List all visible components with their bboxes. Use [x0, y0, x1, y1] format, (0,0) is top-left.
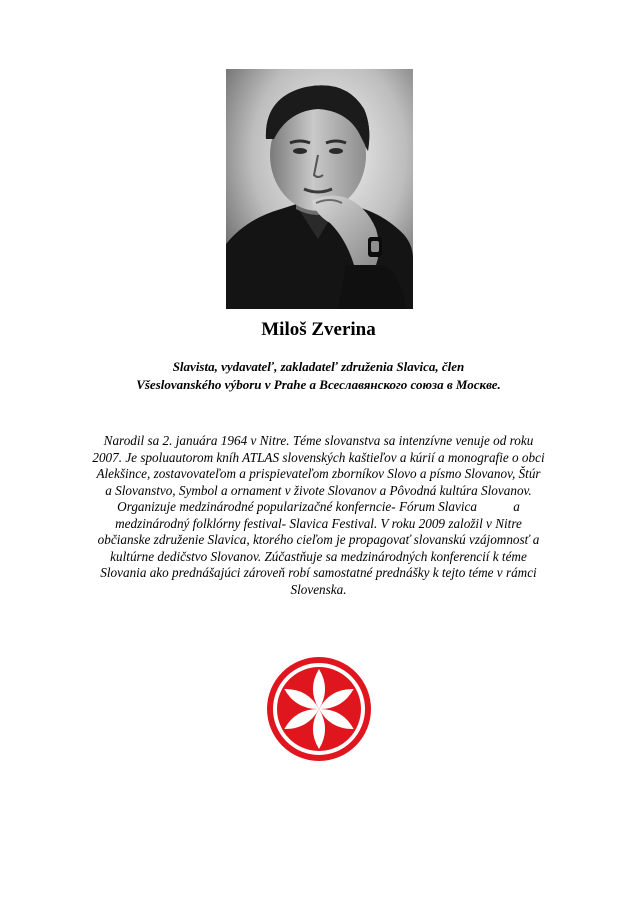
person-name: Miloš Zverina — [261, 319, 376, 340]
subtitle-line: Všeslovanského výboru v Prahe a Всеславянского союза в Москве. — [136, 377, 501, 392]
portrait-photo — [226, 69, 413, 309]
bio-line: Narodil sa 2. januára 1964 v Nitre. Téme slovanstva sa intenzívne venuje od roku — [103, 433, 534, 448]
bio-line: občianske združenie Slavica, ktorého cieľom je propagovať slovanskú vzájomnosť a — [97, 532, 540, 547]
person-biography — [55, 433, 582, 598]
subtitle-line: Slavista, vydavateľ, zakladateľ združenia Slavica, člen — [172, 359, 465, 374]
bio-line: a Slovanstvo, Symbol a ornament v živote Slovanov a Pôvodná kultúra Slovanov. — [105, 482, 532, 498]
six-petal-rosette-icon — [264, 654, 374, 764]
bio-line: medzinárodný folklórny festival- Slavica Festival. V roku 2009 založil v Nitre — [115, 515, 522, 531]
bio-line: kultúrne dedičstvo Slovanov. Zúčastňuje sa medzinárodných konferencií k téme — [110, 548, 527, 564]
bio-line: Organizuje medzinárodné popularizačné konferncie- Fórum Slavica a — [117, 499, 520, 514]
bio-line: Slovenska. — [290, 581, 347, 597]
person-subtitle — [40, 358, 597, 394]
bio-line: 2007. Je spoluautorom kníh ATLAS slovenských kaštieľov a kúrií a monografie o obci — [92, 449, 545, 465]
bio-line: Slovania ako prednášajúci zároveň robí samostatné prednášky k tejto téme v rámci — [100, 565, 537, 580]
bio-line: Alekšince, zostavovateľom a prispievateľom zborníkov Slovo a písmo Slovanov, Štúr — [96, 466, 541, 481]
